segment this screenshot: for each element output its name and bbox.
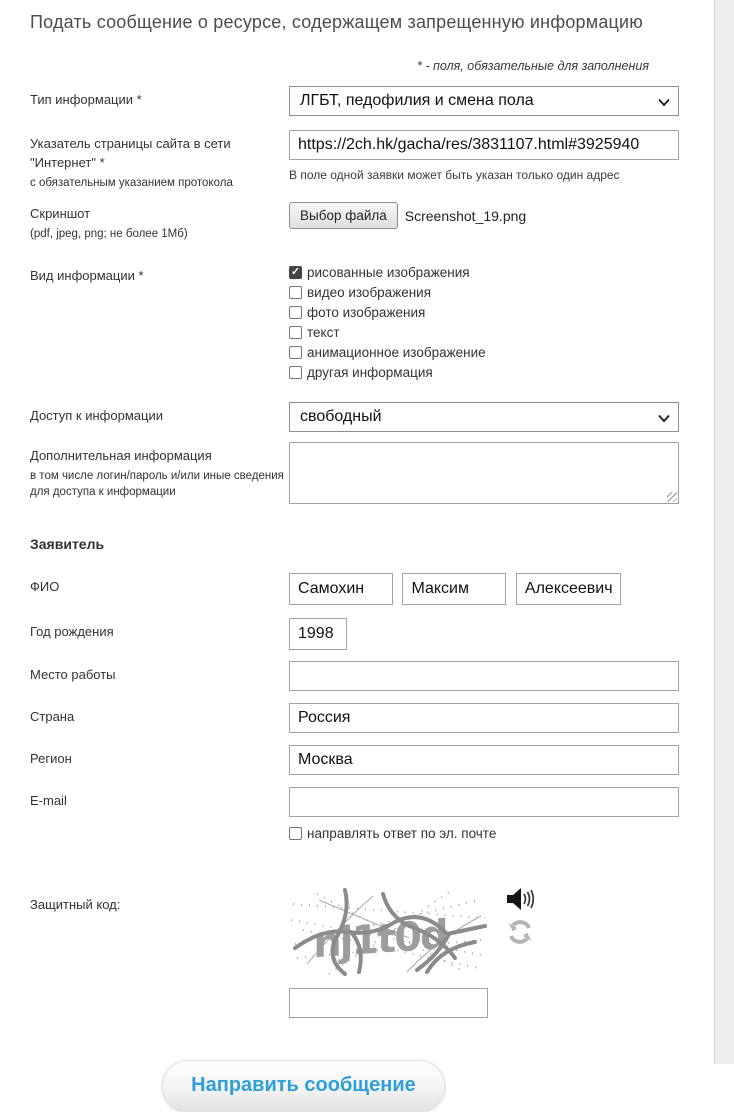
applicant-heading: Заявитель — [30, 535, 105, 552]
first-name-input[interactable] — [402, 573, 506, 605]
url-input[interactable] — [289, 130, 679, 160]
additional-info-sublabel: в том числе логин/пароль и/или иные сведения для доступа к информации — [30, 469, 284, 499]
access-select[interactable] — [289, 402, 679, 432]
info-type-row — [30, 86, 649, 116]
checkbox-animated-image[interactable] — [289, 345, 679, 360]
url-helper-text: В поле одной заявки может быть указан только один адрес — [289, 168, 620, 182]
checkbox-label: фото изображения — [307, 304, 426, 320]
chevron-down-icon — [657, 95, 671, 109]
country-row — [30, 703, 649, 733]
scrollbar-track[interactable] — [714, 0, 734, 1064]
birth-year-input[interactable] — [289, 618, 347, 650]
checkbox-box[interactable] — [289, 346, 302, 359]
checkbox-text[interactable] — [289, 325, 679, 340]
fio-label: ФИО — [30, 578, 60, 594]
access-row — [30, 402, 649, 432]
screenshot-label: Скриншот — [30, 206, 91, 222]
checkbox-video-images[interactable] — [289, 285, 679, 300]
birth-year-row — [30, 618, 649, 650]
captcha-input[interactable] — [289, 988, 488, 1018]
workplace-input[interactable] — [289, 661, 679, 691]
checkbox-label: видео изображения — [307, 284, 432, 300]
speaker-icon[interactable] — [505, 886, 535, 912]
additional-info-textarea[interactable] — [289, 442, 679, 504]
checkbox-box[interactable] — [289, 266, 302, 279]
middle-name-input[interactable] — [516, 573, 621, 605]
country-input[interactable] — [289, 703, 679, 733]
textarea-resize-handle-icon[interactable] — [667, 492, 677, 502]
checkbox-label: текст — [307, 324, 340, 340]
captcha-text: nj1t0d — [313, 911, 447, 968]
captcha-image — [289, 886, 489, 976]
captcha-row — [30, 886, 649, 1018]
checkbox-box[interactable] — [289, 366, 302, 379]
checkbox-box[interactable] — [289, 326, 302, 339]
info-kind-row — [30, 262, 649, 385]
birth-year-label: Год рождения — [30, 623, 114, 639]
access-selected-value: свободный — [300, 407, 382, 425]
checkbox-box[interactable] — [289, 286, 302, 299]
access-label: Доступ к информации — [30, 407, 163, 423]
info-kind-label: Вид информации * — [30, 267, 144, 283]
additional-info-label: Дополнительная информация — [30, 447, 212, 463]
chevron-down-icon — [657, 411, 671, 425]
page-title: Подать сообщение о ресурсе, содержащем запрещенную информацию — [30, 12, 644, 32]
refresh-icon[interactable] — [507, 919, 533, 945]
email-row — [30, 787, 649, 817]
region-row — [30, 745, 649, 775]
captcha-label: Защитный код: — [30, 896, 121, 912]
info-type-label: Тип информации * — [30, 92, 142, 107]
choose-file-button[interactable]: Выбор файла — [289, 202, 398, 229]
checkbox-drawn-images[interactable] — [289, 265, 679, 280]
region-label: Регион — [30, 750, 72, 766]
email-input[interactable] — [289, 787, 679, 817]
workplace-label: Место работы — [30, 666, 116, 682]
checkbox-label: другая информация — [307, 364, 433, 380]
chosen-file-name: Screenshot_19.png — [404, 207, 527, 224]
region-input[interactable] — [289, 745, 679, 775]
info-type-select[interactable] — [289, 86, 679, 116]
fio-row — [30, 573, 649, 605]
checkbox-other-information[interactable] — [289, 365, 679, 380]
url-sublabel: с обязательным указанием протокола — [30, 176, 233, 189]
screenshot-row — [30, 200, 649, 243]
workplace-row — [30, 661, 649, 691]
checkbox-photo-images[interactable] — [289, 305, 679, 320]
checkbox-label: анимационное изображение — [307, 344, 486, 360]
email-reply-row — [30, 826, 649, 846]
url-row — [30, 130, 649, 191]
url-label: Указатель страницы сайта в сети "Интернет" * — [30, 136, 231, 170]
last-name-input[interactable] — [289, 573, 393, 605]
checkbox-box[interactable] — [289, 827, 302, 840]
checkbox-label: направлять ответ по эл. почте — [307, 825, 497, 841]
checkbox-label: рисованные изображения — [307, 264, 470, 280]
screenshot-sublabel: (pdf, jpeg, png; не более 1Мб) — [30, 228, 188, 241]
info-type-selected-value: ЛГБТ, педофилия и смена пола — [300, 92, 534, 109]
email-label: E-mail — [30, 792, 67, 808]
checkbox-box[interactable] — [289, 306, 302, 319]
email-reply-checkbox[interactable] — [289, 826, 679, 841]
required-fields-note: * - поля, обязательные для заполнения — [417, 59, 649, 73]
submit-button[interactable]: Направить сообщение — [162, 1060, 445, 1112]
additional-info-row — [30, 442, 649, 504]
country-label: Страна — [30, 708, 75, 724]
